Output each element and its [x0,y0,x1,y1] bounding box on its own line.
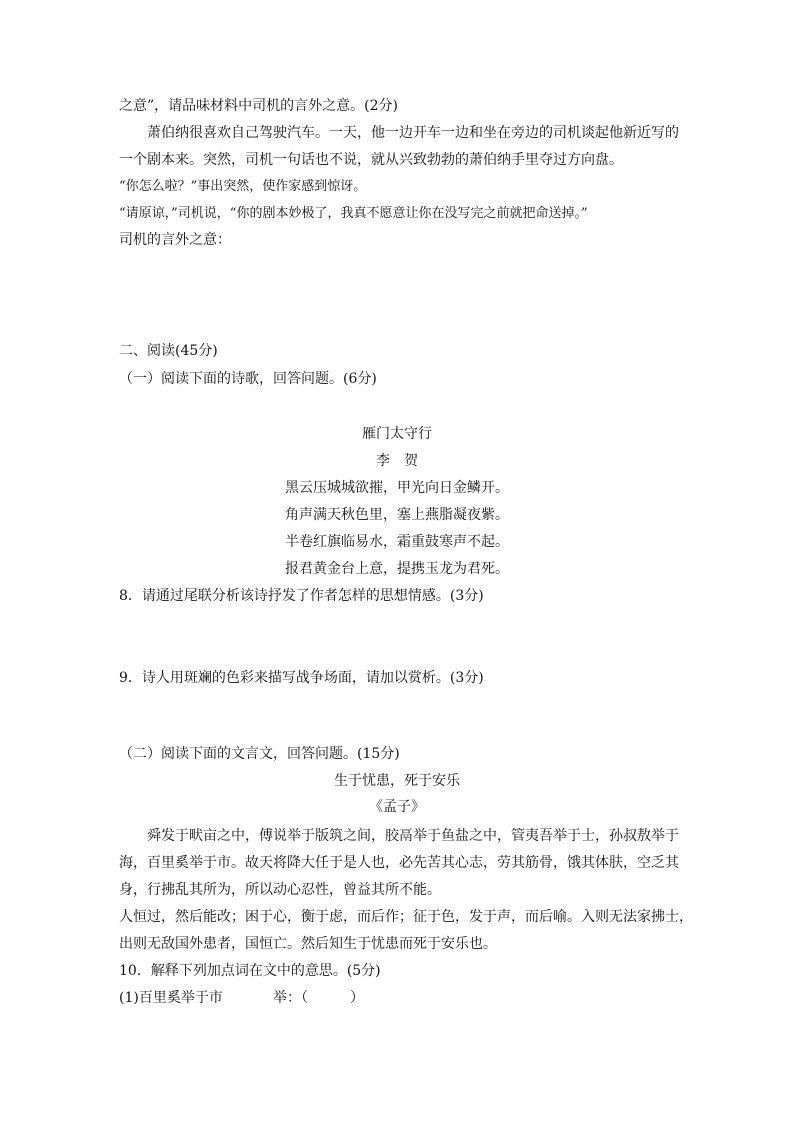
material-quote-2: “请原谅，”司机说，“你的剧本妙极了，我真不愿意让你在没写完之前就把命送掉。” [119,206,588,221]
question-10: 10．解释下列加点词在文中的意思。(5分) [119,963,381,979]
subsection-2-title: （二）阅读下面的文言文，回答问题。(15分) [119,746,400,762]
poem-line: 黑云压城城欲摧，甲光向日金鳞开。 [285,480,509,496]
subsection-1-title: （一）阅读下面的诗歌，回答问题。(6分) [119,371,377,387]
poem-author: 李 贺 [376,453,418,469]
answer-label: 司机的言外之意： [119,232,231,248]
question-tail: 之意”，请品味材料中司机的言外之意。(2分) [119,98,398,114]
question-9: 9．诗人用斑斓的色彩来描写战争场面，请加以赏析。(3分) [119,670,484,686]
material-paragraph-2: 一个剧本来。突然，司机一句话也不说，就从兴致勃勃的萧伯纳手里夺过方向盘。 [119,152,623,168]
material-quote-1: “你怎么啦？”事出突然，使作家感到惊讶。 [119,179,367,194]
prose-line: 舜发于畎亩之中，傅说举于版筑之间，胶鬲举于鱼盐之中，管夷吾举于士，孙叔敖举于 [147,828,679,844]
poem-line: 角声满天秋色里，塞上燕脂凝夜紫。 [285,507,509,523]
prose-title: 生于忧患，死于安乐 [334,773,460,789]
prose-line: 人恒过，然后能改；困于心，衡于虑，而后作；征于色，发于声，而后喻。入则无法家拂士， [119,909,693,925]
question-10-item-1: (1)百里奚举于市 [119,990,223,1006]
prose-line: 出则无敌国外患者，国恒亡。然后知生于忧患而死于安乐也。 [119,936,497,952]
prose-line: 海，百里奚举于市。故天将降大任于是人也，必先苦其心志，劳其筋骨，饿其体肤，空乏其 [119,855,679,871]
question-8: 8．请通过尾联分析该诗抒发了作者怎样的思想情感。(3分) [119,588,484,604]
material-paragraph-1: 萧伯纳很喜欢自己驾驶汽车。一天，他一边开车一边和坐在旁边的司机谈起他新近写的 [147,125,679,141]
poem-title: 雁门太守行 [362,426,432,442]
poem-line: 半卷红旗临易水，霜重鼓寒声不起。 [285,534,509,550]
question-10-item-1-blank: 举：（ ） [273,990,364,1006]
poem-line: 报君黄金台上意，提携玉龙为君死。 [285,561,509,577]
prose-source: 《孟子》 [369,799,425,815]
prose-line: 身，行拂乱其所为，所以动心忍性，曾益其所不能。 [119,882,441,898]
section-title: 二、阅读(45分) [119,343,218,359]
